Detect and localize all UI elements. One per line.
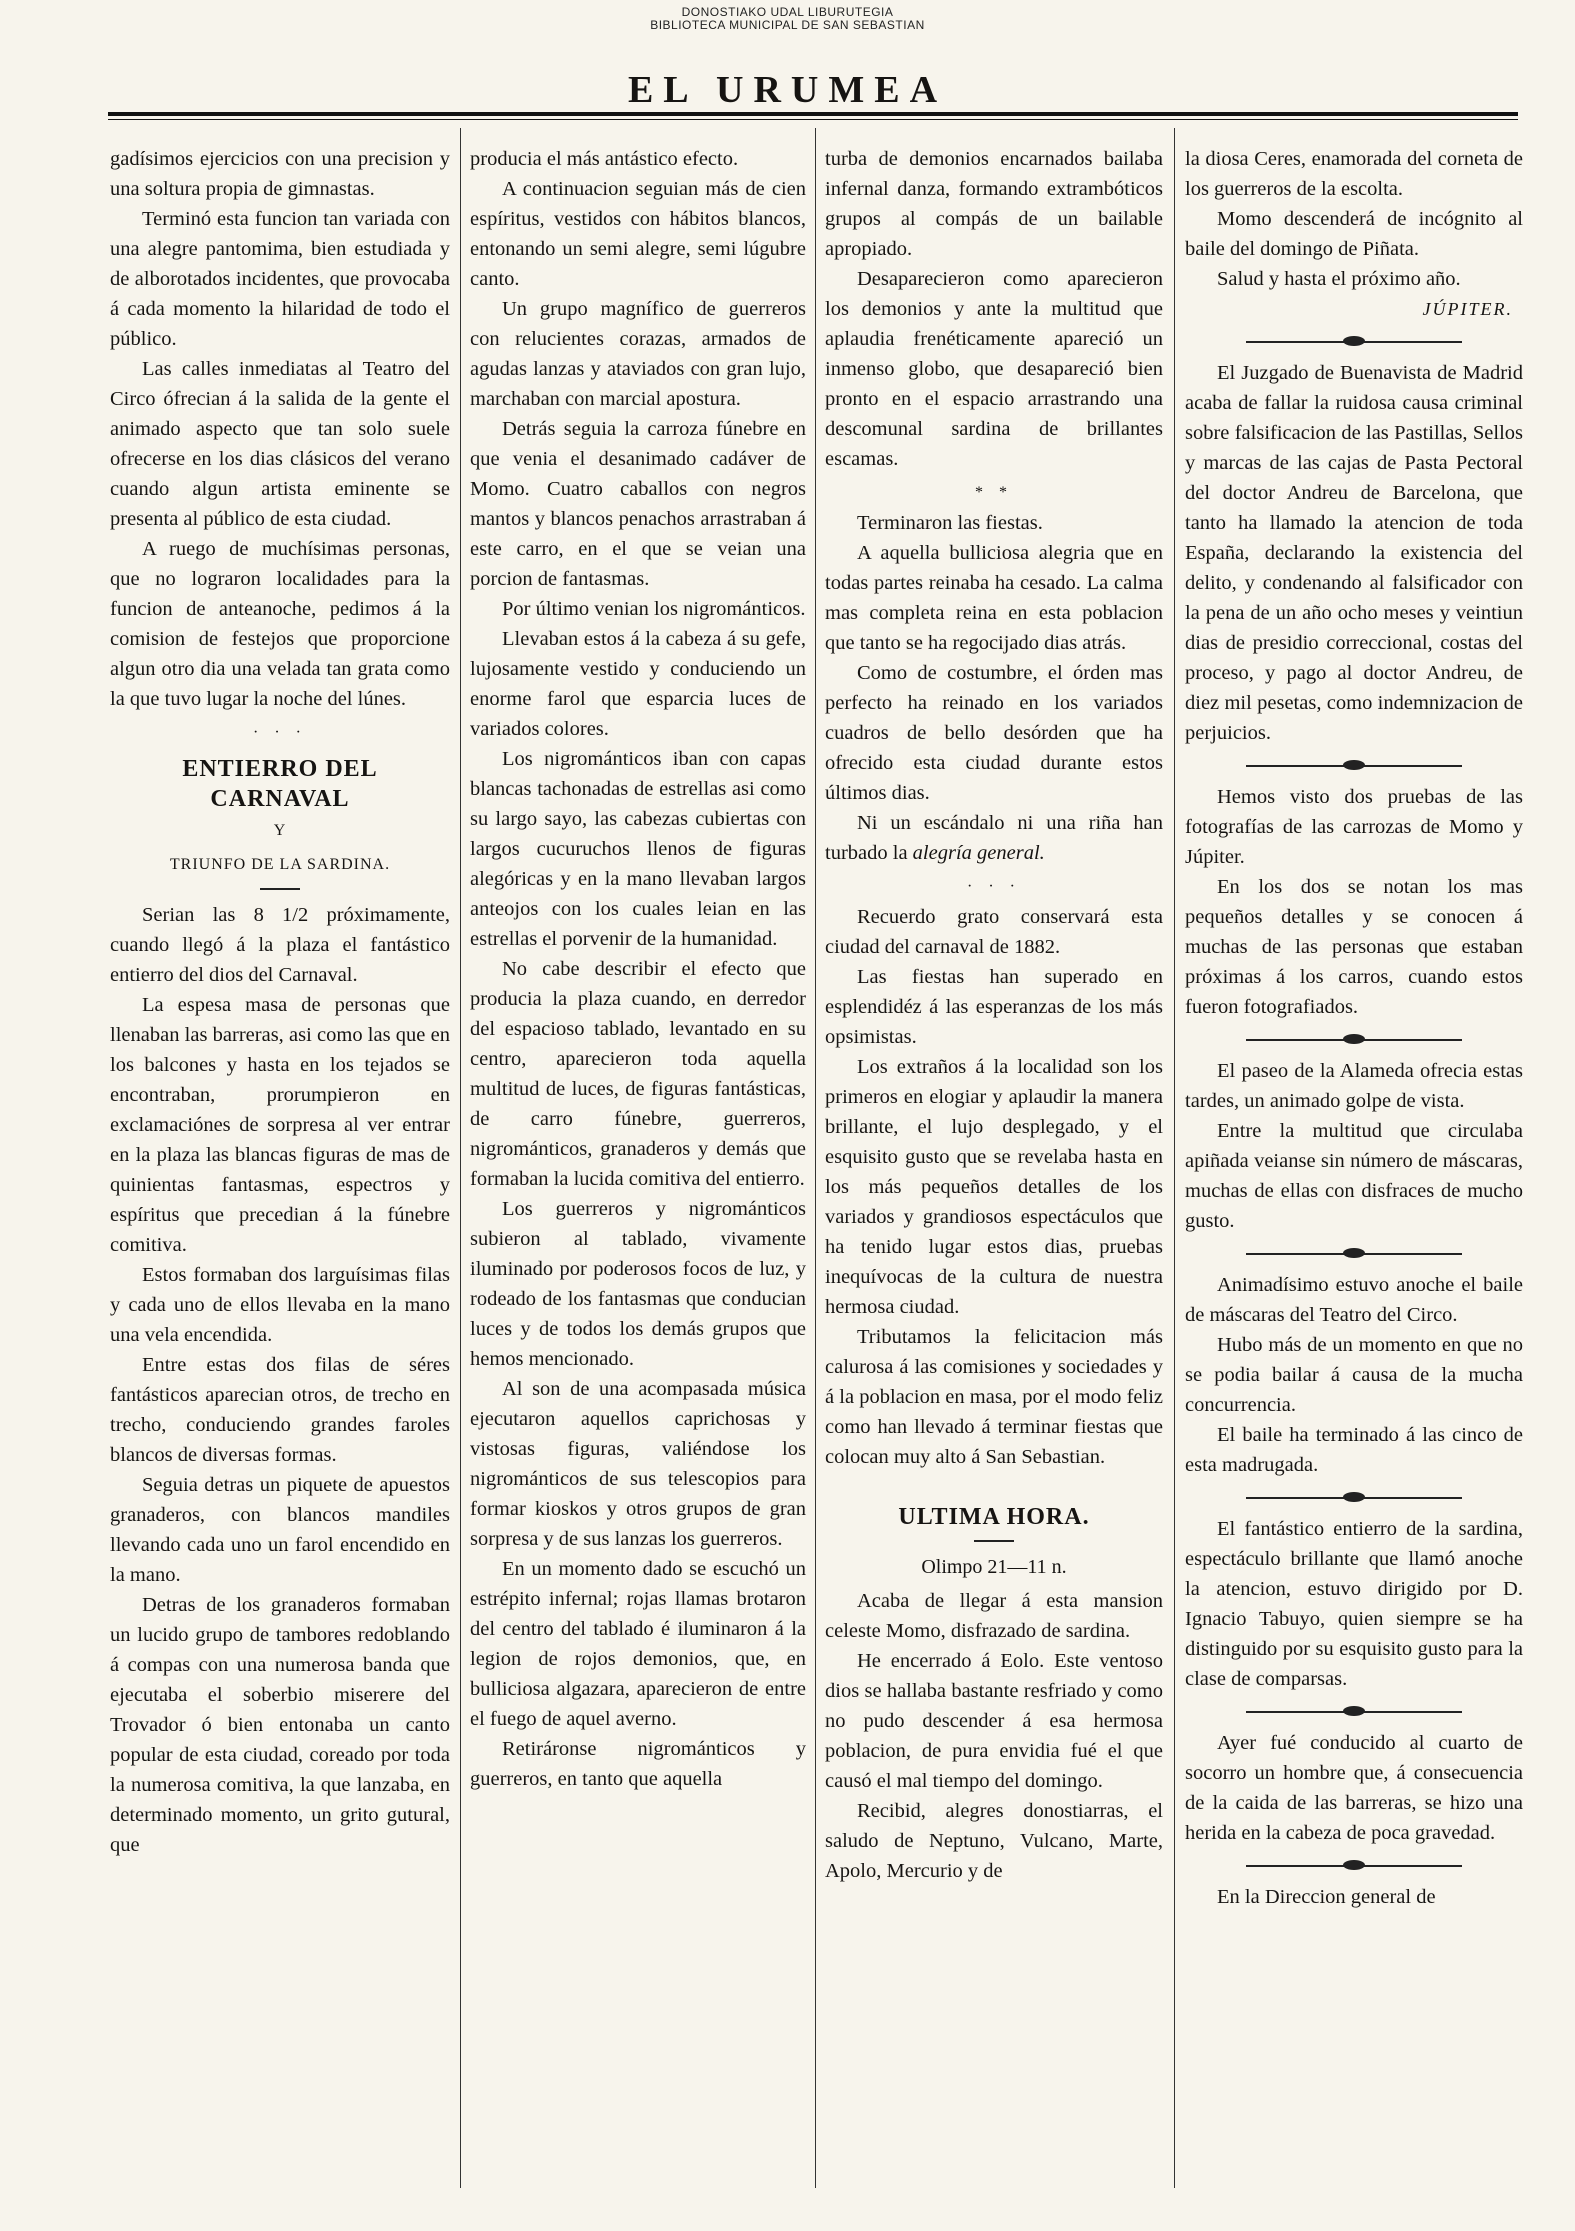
paragraph: Terminaron las fiestas. <box>857 512 1043 534</box>
paragraph: Serian las 8 1/2 próximamente, cuando llegó á la plaza el fantástico entierro del dios del Carnaval. <box>110 904 450 986</box>
ornament-divider <box>1185 1488 1523 1508</box>
ornament-divider <box>1185 332 1523 352</box>
column-divider <box>1174 128 1175 2188</box>
paragraph: Por último venian los nigrománticos. <box>502 598 806 620</box>
paragraph: gadísimos ejercicios con una precision y una soltura propia de gimnastas. <box>110 148 450 200</box>
paragraph: No cabe describir el efecto que producia la plaza cuando, en derredor del espacioso tablado, levantado en su centro, aparecieron toda aquella multitud de luces, de figuras fantásticas, de carro fúnebre, guerreros, nigrománticos, granaderos y demás que formaban la lucida comitiva del entierro. <box>470 958 806 1190</box>
paragraph: la diosa Ceres, enamorada del corneta de los guerreros de la escolta. <box>1185 148 1523 200</box>
paragraph: Acaba de llegar á esta mansion celeste Momo, disfrazado de sardina. <box>825 1590 1163 1642</box>
ornament-divider <box>1185 1702 1523 1722</box>
paragraph: He encerrado á Eolo. Este ventoso dios se hallaba bastante resfriado y como no pudo descender á esa hermosa poblacion, de pura envidia fué el que causó el mal tiempo del domingo. <box>825 1650 1163 1792</box>
paragraph: A aquella bulliciosa alegria que en todas partes reinaba ha cesado. La calma mas completa reina en esta poblacion que tanto se ha regocijado dias atrás. <box>825 542 1163 654</box>
paragraph: Los guerreros y nigrománticos subieron al tablado, vivamente iluminado por poderosos focos de luz, y rodeado de los fantasmas que conducian luces y de todos los demás grupos que hemos mencionado. <box>470 1198 806 1370</box>
paragraph <box>825 808 1163 868</box>
paragraph: Recibid, alegres donostiarras, el saludo de Neptuno, Vulcano, Marte, Apolo, Mercurio y de <box>825 1800 1163 1882</box>
paragraph: Retiráronse nigrománticos y guerreros, en tanto que aquella <box>470 1738 806 1790</box>
signature: JÚPITER. <box>1422 299 1513 319</box>
ornament-divider <box>1185 1856 1523 1876</box>
paragraph: Las calles inmediatas al Teatro del Circo ófrecian á la salida de la gente el animado aspecto que tan solo suele ofrecerse en los dias clásicos del verano cuando algun artista eminente se presenta al público de esta ciudad. <box>110 358 450 530</box>
paragraph: En un momento dado se escuchó un estrépito infernal; rojas llamas brotaron del centro del tablado é iluminaron á la legion de rojos demonios, que, en bulliciosa algazara, aparecieron de entre el fuego de aquel averno. <box>470 1558 806 1730</box>
column-divider <box>815 128 816 2188</box>
paragraph: En la Direccion general de <box>1217 1886 1436 1908</box>
asterism-separator: · · · <box>253 724 307 741</box>
paragraph: Entre estas dos filas de séres fantásticos aparecian otros, de trecho en trecho, conduciendo grandes faroles blancos de diversas formas. <box>110 1354 450 1466</box>
article-heading: ENTIERRO DEL CARNAVAL <box>182 756 378 812</box>
paragraph: Seguia detras un piquete de apuestos granaderos, con blancos mandiles llevando cada uno un farol encendido en la mano. <box>110 1474 450 1586</box>
paragraph: Como de costumbre, el órden mas perfecto ha reinado en los variados cuadros de bello desórden que ha ofrecido esta ciudad durante estos últimos dias. <box>825 662 1163 804</box>
column-2 <box>470 144 806 2194</box>
short-rule <box>260 888 300 890</box>
paragraph: turba de demonios encarnados bailaba infernal danza, formando extrambóticos grupos al compás de un bailable apropiado. <box>825 148 1163 260</box>
paragraph: Hubo más de un momento en que no se podia bailar á causa de la mucha concurrencia. <box>1185 1334 1523 1416</box>
paragraph: Entre la multitud que circulaba apiñada veianse sin número de máscaras, muchas de ellas con disfraces de mucho gusto. <box>1185 1120 1523 1232</box>
paragraph: Recuerdo grato conservará esta ciudad del carnaval de 1882. <box>825 906 1163 958</box>
paragraph-text: Ni un escándalo ni una riña han turbado la <box>825 812 1163 864</box>
library-stamp-line2: BIBLIOTECA MUNICIPAL DE SAN SEBASTIAN <box>650 18 925 32</box>
paragraph: El fantástico entierro de la sardina, espectáculo brillante que llamó anoche la atencion, estuvo dirigido por D. Ignacio Tabuyo, quien siempre se ha distinguido por su esquisito gusto para la clase de comparsas. <box>1185 1518 1523 1690</box>
paragraph: producia el más antástico efecto. <box>470 148 739 170</box>
column-3 <box>825 144 1163 2194</box>
paragraph: El paseo de la Alameda ofrecia estas tardes, un animado golpe de vista. <box>1185 1060 1523 1112</box>
paragraph: Estos formaban dos larguísimas filas y cada uno de ellos llevaba en la mano una vela encendida. <box>110 1264 450 1346</box>
paragraph: La espesa masa de personas que llenaban las barreras, asi como las que en los balcones y hasta en los tejados se encontraban, prorumpieron en exclamaciónes de sorpresa al ver entrar en la plaza las blancas figuras de mas de quinientas fantasmas, espectros y espíritus que precedian á la fúnebre comitiva. <box>110 994 450 1256</box>
ornament-divider <box>1185 756 1523 776</box>
paragraph: Salud y hasta el próximo año. <box>1217 268 1461 290</box>
paragraph: Momo descenderá de incógnito al baile del domingo de Piñata. <box>1185 208 1523 260</box>
paragraph: Los nigrománticos iban con capas blancas tachonadas de estrellas asi como su largo sayo, las cabezas cubiertas con largos cucuruchos llenos de figuras alegóricas y en la mano llevaban largos anteojos con los cuales leian en las estrellas el porvenir de la humanidad. <box>470 748 806 950</box>
asterism-separator: * * <box>975 484 1013 501</box>
paragraph: Ayer fué conducido al cuarto de socorro un hombre que, á consecuencia de la caida de las barreras, se hizo una herida en la cabeza de poca gravedad. <box>1185 1732 1523 1844</box>
column-1 <box>110 144 450 2194</box>
paragraph: Terminó esta funcion tan variada con una alegre pantomima, bien estudiada y de alborotados incidentes, que provocaba á cada momento la hilaridad de todo el público. <box>110 208 450 350</box>
paragraph: Detrás seguia la carroza fúnebre en que venia el desanimado cadáver de Momo. Cuatro caballos con negros mantos y blancos penachos arrastraban á este carro, en el que se veian una porcion de fantasmas. <box>470 418 806 590</box>
library-stamp <box>0 6 1575 32</box>
paragraph: Hemos visto dos pruebas de las fotografías de las carrozas de Momo y Júpiter. <box>1185 786 1523 868</box>
library-stamp-line1: DONOSTIAKO UDAL LIBURUTEGIA <box>681 5 894 19</box>
paragraph: Detras de los granaderos formaban un lucido grupo de tambores redoblando á compas con una numerosa banda que ejecutaba el soberbio miserere del Trovador ó bien entonaba un canto popular de esta ciudad, coreado por toda la numerosa comitiva, la que lanzaba, en determinado momento, un grito gutural, que <box>110 1594 450 1856</box>
dateline: Olimpo 21—11 n. <box>921 1556 1067 1578</box>
article-subheading: TRIUNFO DE LA SARDINA. <box>169 856 391 873</box>
ornament-divider <box>1185 1030 1523 1050</box>
asterism-separator: · · · <box>967 878 1021 895</box>
paragraph: Animadísimo estuvo anoche el baile de máscaras del Teatro del Circo. <box>1185 1274 1523 1326</box>
emphasis-text: alegría general. <box>912 842 1045 864</box>
paragraph: Los extraños á la localidad son los primeros en elogiar y aplaudir la manera brillante, el lujo desplegado, y el esquisito gusto que se revelaba hasta en los más pequeños detalles de los variados y grandiosos espectáculos que ha tenido lugar estos dias, pruebas inequívocas de la cultura de nuestra hermosa ciudad. <box>825 1056 1163 1318</box>
short-rule <box>974 1540 1014 1542</box>
ornament-divider <box>1185 1244 1523 1264</box>
masthead-rule <box>108 112 1518 120</box>
paragraph: Tributamos la felicitacion más calurosa á las comisiones y sociedades y á la poblacion en masa, por el modo feliz como han llevado á terminar fiestas que colocan muy alto á San Sebastian. <box>825 1326 1163 1468</box>
paragraph: A ruego de muchísimas personas, que no lograron localidades para la funcion de anteanoche, pedimos á la comision de festejos que proporcione algun otro dia una velada tan grata como la que tuvo lugar la noche del lúnes. <box>110 538 450 710</box>
paragraph: Un grupo magnífico de guerreros con relucientes corazas, armados de agudas lanzas y ataviados con gran lujo, marchaban con marcial apostura. <box>470 298 806 410</box>
paragraph: El baile ha terminado á las cinco de esta madrugada. <box>1185 1424 1523 1476</box>
paragraph: Al son de una acompasada música ejecutaron aquellos caprichosas y vistosas figuras, valiéndose los nigrománticos de sus telescopios para formar kioskos y otros grupos de gran sorpresa y de sus lanzas los guerreros. <box>470 1378 806 1550</box>
column-4 <box>1185 144 1523 2194</box>
masthead-title: EL URUMEA <box>627 69 948 111</box>
article-heading-conjunction: Y <box>273 822 287 839</box>
paragraph: Desaparecieron como aparecieron los demonios y ante la multitud que aplaudia frenéticamente apareció un inmenso globo, que desapareció bien pronto en el espacio arrastrando una descomunal sardina de brillantes escamas. <box>825 268 1163 470</box>
paragraph: A continuacion seguian más de cien espíritus, vestidos con hábitos blancos, entonando un semi alegre, semi lúgubre canto. <box>470 178 806 290</box>
paragraph: Las fiestas han superado en esplendidéz á las esperanzas de los más opsimistas. <box>825 966 1163 1048</box>
column-divider <box>460 128 461 2188</box>
article-heading: ULTIMA HORA. <box>898 1504 1090 1530</box>
paragraph: En los dos se notan los mas pequeños detalles y se conocen á muchas de las personas que estaban próximas á los carros, cuando estos fueron fotografiados. <box>1185 876 1523 1018</box>
paragraph: El Juzgado de Buenavista de Madrid acaba de fallar la ruidosa causa criminal sobre falsificacion de las Pastillas, Sellos y marcas de las cajas de Pasta Pectoral del doctor Andreu de Barcelona, que tanto ha llamado la atencion de toda España, declarando la existencia del delito, y condenando al falsificador con la pena de un año ocho meses y veintiun dias de presidio correccional, costas del proceso, y pago al doctor Andreu, de diez mil pesetas, como indemnizacion de perjuicios. <box>1185 362 1523 744</box>
paragraph: Llevaban estos á la cabeza á su gefe, lujosamente vestido y conduciendo un enorme farol que esparcia luces de variados colores. <box>470 628 806 740</box>
